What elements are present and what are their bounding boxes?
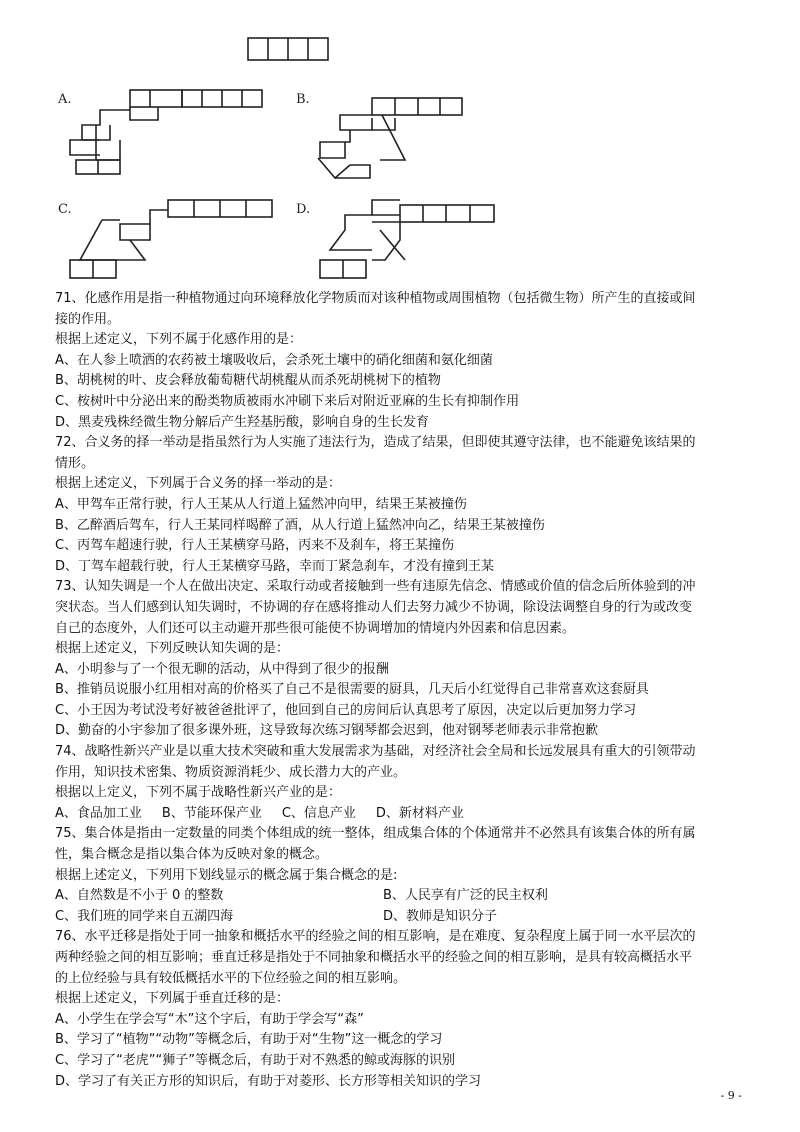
option-b: B、胡桃树的叶、皮会释放葡萄糖代胡桃醌从而杀死胡桃树下的植物 (55, 373, 441, 389)
option-a: A、小学生在学会写“木”这个字后，有助于学会写“森” (55, 1011, 364, 1027)
question-prompt: 根据上述定义，下列属于合义务的择一举动的是： (55, 476, 342, 492)
option-b: B、乙醉酒后驾车，行人王某同样喝醉了酒，从人行道上猛然冲向乙，结果王某被撞伤 (55, 517, 545, 533)
option-a: A、在人参上喷洒的农药被土壤吸收后，会杀死土壤中的硝化细菌和氨化细菌 (55, 352, 493, 368)
option-a: A、食品加工业 (55, 805, 142, 821)
question-72 (55, 433, 770, 577)
option-d: D、教师是知识分子 (383, 908, 498, 924)
option-b: B、学习了“植物”“动物”等概念后，有助于对“生物”这一概念的学习 (55, 1032, 443, 1048)
option-d: D、丁驾车超载行驶，行人王某横穿马路，幸而丁紧急刹车，才没有撞到王某 (55, 558, 495, 574)
option-d: D、新材料产业 (375, 805, 464, 821)
question-75 (55, 824, 770, 927)
question-stem: 作用，知识技术密集、物质资源消耗少、成长潜力大的产业。 (55, 764, 407, 780)
question-stem: 76、水平迁移是指处于同一抽象和概括水平的经验之间的相互影响，是在难度、复杂程度上属于同一水平层次的 (55, 929, 696, 945)
page-number: - 9 - (720, 1089, 742, 1102)
options-row (55, 804, 770, 825)
question-stem: 自己的态度外，人们还可以主动避开那些很可能使不协调增加的情境内外因素和信息因素。 (55, 620, 576, 636)
question-prompt: 根据上述定义，下列反映认知失调的是： (55, 641, 290, 657)
question-71 (55, 289, 770, 433)
option-c: C、我们班的同学来自五湖四海 (55, 908, 234, 924)
question-76 (55, 927, 770, 1092)
option-c: C、信息产业 (281, 805, 356, 821)
question-stem: 75、集合体是指由一定数量的同类个体组成的统一整体，组成集合体的个体通常并不必然具有该集合体的所有属 (55, 826, 696, 842)
question-stem: 的上位经验与具有较低概括水平的下位经验之间的相互影响。 (55, 970, 407, 986)
net-label-a: A. (58, 92, 72, 107)
question-list (55, 289, 770, 1092)
question-stem: 性，集合概念是指以集合体为反映对象的概念。 (55, 847, 329, 863)
question-stem: 两种经验之间的相互影响；垂直迁移是指处于不同抽象和概括水平的经验之间的相互影响，是具有较高概括水平 (55, 950, 693, 965)
question-prompt: 根据上述定义，下列用下划线显示的概念属于集合概念的是: (55, 867, 398, 883)
question-stem: 情形。 (55, 455, 95, 471)
net-label-c: C. (58, 202, 72, 217)
question-stem: 73、认知失调是一个人在做出决定、采取行动或者接触到一些有违原先信念、情感或价值的信念后所体验到的冲 (55, 579, 696, 595)
options-row (55, 886, 770, 907)
option-d: D、学习了有关正方形的知识后，有助于对菱形、长方形等相关知识的学习 (55, 1073, 482, 1089)
net-diagrams (0, 0, 800, 300)
net-label-b: B. (296, 92, 310, 107)
question-prompt: 根据上述定义，下列属于垂直迁移的是： (55, 991, 290, 1007)
question-stem: 接的作用。 (55, 311, 121, 327)
option-a: A、甲驾车正常行驶，行人王某从人行道上猛然冲向甲，结果王某被撞伤 (55, 496, 467, 512)
question-73 (55, 577, 770, 742)
options-row (55, 907, 770, 928)
option-b: B、人民享有广泛的民主权利 (383, 888, 548, 904)
option-d: D、黑麦残株经微生物分解后产生羟基肟酸，影响自身的生长发育 (55, 414, 430, 430)
question-prompt: 根据以上定义，下列不属于战略性新兴产业的是： (55, 785, 342, 801)
option-c: C、丙驾车超速行驶，行人王某横穿马路，丙来不及刹车，将王某撞伤 (55, 538, 455, 554)
question-74 (55, 742, 770, 824)
option-b: B、推销员说服小红用相对高的价格买了自己不是很需要的厨具，几天后小红觉得自己非常喜欢这套厨具 (55, 682, 649, 698)
option-d: D、勤奋的小宇参加了很多课外班，这导致每次练习钢琴都会迟到，他对钢琴老师表示非常抱歉 (55, 723, 599, 739)
option-c: C、小王因为考试没考好被爸爸批评了，他回到自己的房间后认真思考了原因，决定以后更加努力学习 (55, 702, 637, 718)
question-stem: 71、化感作用是指一种植物通过向环境释放化学物质而对该种植物或周围植物（包括微生物）所产生的直接或间 (55, 291, 696, 306)
net-option-c (70, 200, 272, 278)
question-stem: 74、战略性新兴产业是以重大技术突破和重大发展需求为基础，对经济社会全局和长远发展具有重大的引领带动 (55, 744, 696, 760)
net-label-d: D. (296, 202, 311, 217)
question-stem: 72、合义务的择一举动是指虽然行为人实施了违法行为，造成了结果，但即使其遵守法律，也不能避免该结果的 (55, 435, 696, 451)
question-stem: 突状态。当人们感到认知失调时，不协调的存在感将推动人们去努力减少不协调，除设法调整自身的行为或改变 (55, 599, 693, 615)
net-option-b (318, 98, 462, 178)
option-c: C、学习了“老虎”“狮子”等概念后，有助于对不熟悉的鲸或海豚的识别 (55, 1052, 456, 1068)
question-prompt: 根据上述定义，下列不属于化感作用的是： (55, 332, 303, 348)
reference-strip (248, 38, 328, 60)
option-b: B、节能环保产业 (161, 805, 262, 821)
net-option-d (320, 200, 494, 278)
option-a: A、小明参与了一个很无聊的活动，从中得到了很少的报酬 (55, 661, 389, 677)
option-a: A、自然数是不小于 0 的整数 (55, 888, 224, 904)
net-option-a (70, 90, 262, 174)
net-figure (0, 0, 800, 300)
option-c: C、桉树叶中分泌出来的酚类物质被雨水冲刷下来后对附近亚麻的生长有抑制作用 (55, 393, 520, 409)
